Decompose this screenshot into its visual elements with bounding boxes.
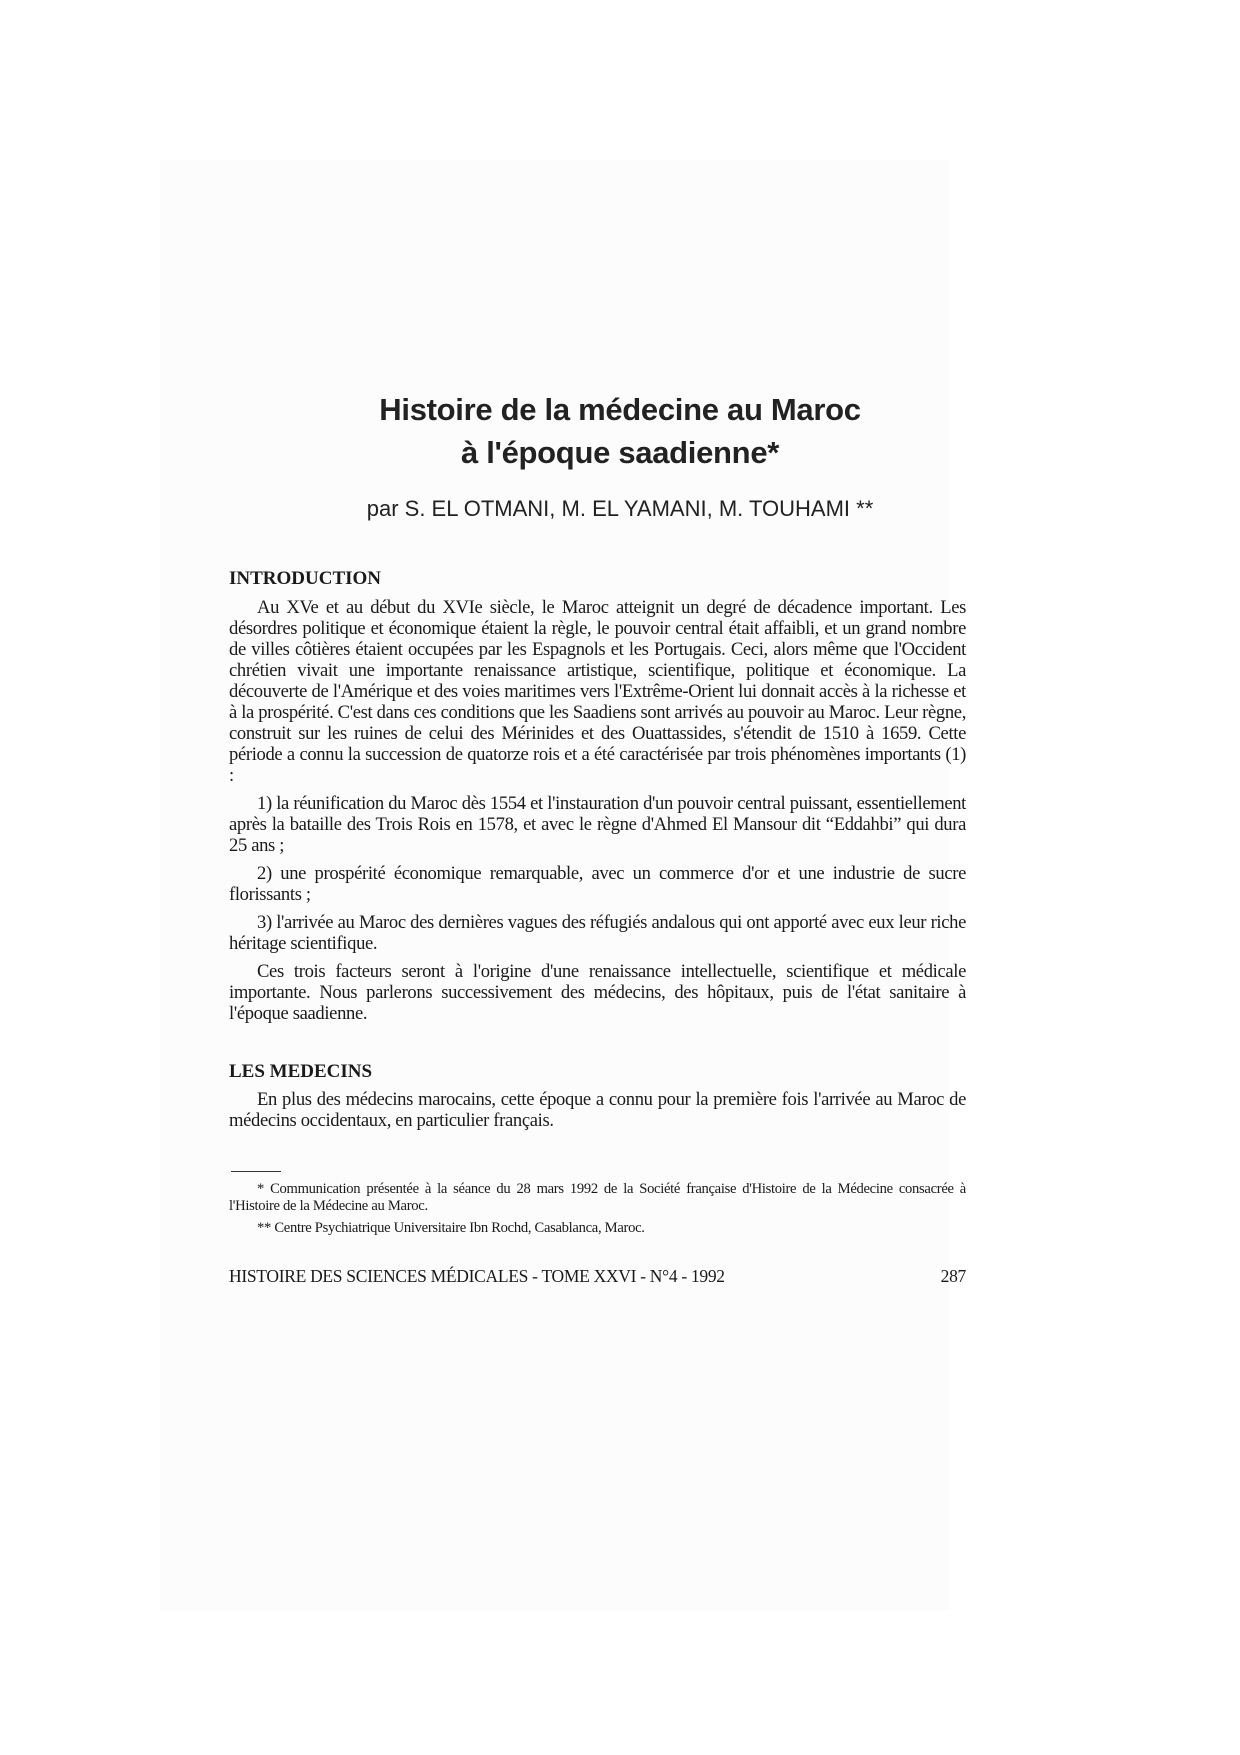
section-les-medecins xyxy=(229,1061,966,1131)
footnote-separator xyxy=(231,1171,281,1172)
page-footer xyxy=(229,1266,966,1287)
section-introduction xyxy=(229,568,966,1024)
section-heading: INTRODUCTION xyxy=(229,568,382,589)
list-item: 1) la réunification du Maroc dès 1554 et l'instauration d'un pouvoir central puissant, essentiellement après la bataille des Trois Rois en 1578, et avec le règne d'Ahmed El Mansour dit “Eddahbi” qui dura 25 ans ; xyxy=(229,793,966,856)
list-item: 3) l'arrivée au Maroc des dernières vagues des réfugiés andalous qui ont apporté avec eux leur riche héritage scientifique. xyxy=(229,912,966,954)
footnotes xyxy=(229,1181,966,1237)
list-item: 2) une prospérité économique remarquable, avec un commerce d'or et une industrie de sucre florissants ; xyxy=(229,863,966,905)
footnote: * Communication présentée à la séance du 28 mars 1992 de la Société française d'Histoire de la Médecine consacrée à l'Histoire de la Médecine au Maroc. xyxy=(229,1181,966,1214)
article-authors: par S. EL OTMANI, M. EL YAMANI, M. TOUHAMI ** xyxy=(366,496,874,521)
page-number: 287 xyxy=(940,1266,966,1286)
footnote: ** Centre Psychiatrique Universitaire Ibn Rochd, Casablanca, Maroc. xyxy=(257,1220,645,1236)
paragraph: Au XVe et au début du XVIe siècle, le Maroc atteignit un degré de décadence important. Les désordres politique et économique étaient la règle, le pouvoir central était affaibli, et un grand nombre de villes côtières étaient occupées par les Espagnols et les Portugais. Ceci, alors même que l'Occident chrétien vivait une importante renaissance artistique, scientifique, politique et économique. La découverte de l'Amérique et des voies maritimes vers l'Extrême-Orient lui donnait accès à la richesse et à la prospérité. C'est dans ces conditions que les Saadiens sont arrivés au pouvoir au Maroc. Leur règne, construit sur les ruines de celui des Mérinides et des Ouattassides, s'étendit de 1510 à 1659. Cette période a connu la succession de quatorze rois et a été caractérisée par trois phénomènes importants (1) : xyxy=(229,597,966,786)
article-title-line-2: à l'époque saadienne* xyxy=(460,435,780,470)
journal-reference: HISTOIRE DES SCIENCES MÉDICALES - TOME XXVI - N°4 - 1992 xyxy=(229,1266,725,1286)
article-title-line-1: Histoire de la médecine au Maroc xyxy=(379,392,861,427)
paragraph: Ces trois facteurs seront à l'origine d'une renaissance intellectuelle, scientifique et médicale importante. Nous parlerons successivement des médecins, des hôpitaux, puis de l'état sanitaire à l'époque saadienne. xyxy=(229,961,966,1024)
paragraph: En plus des médecins marocains, cette époque a connu pour la première fois l'arrivée au Maroc de médecins occidentaux, en particulier français. xyxy=(229,1089,966,1131)
section-heading: LES MEDECINS xyxy=(229,1061,373,1082)
